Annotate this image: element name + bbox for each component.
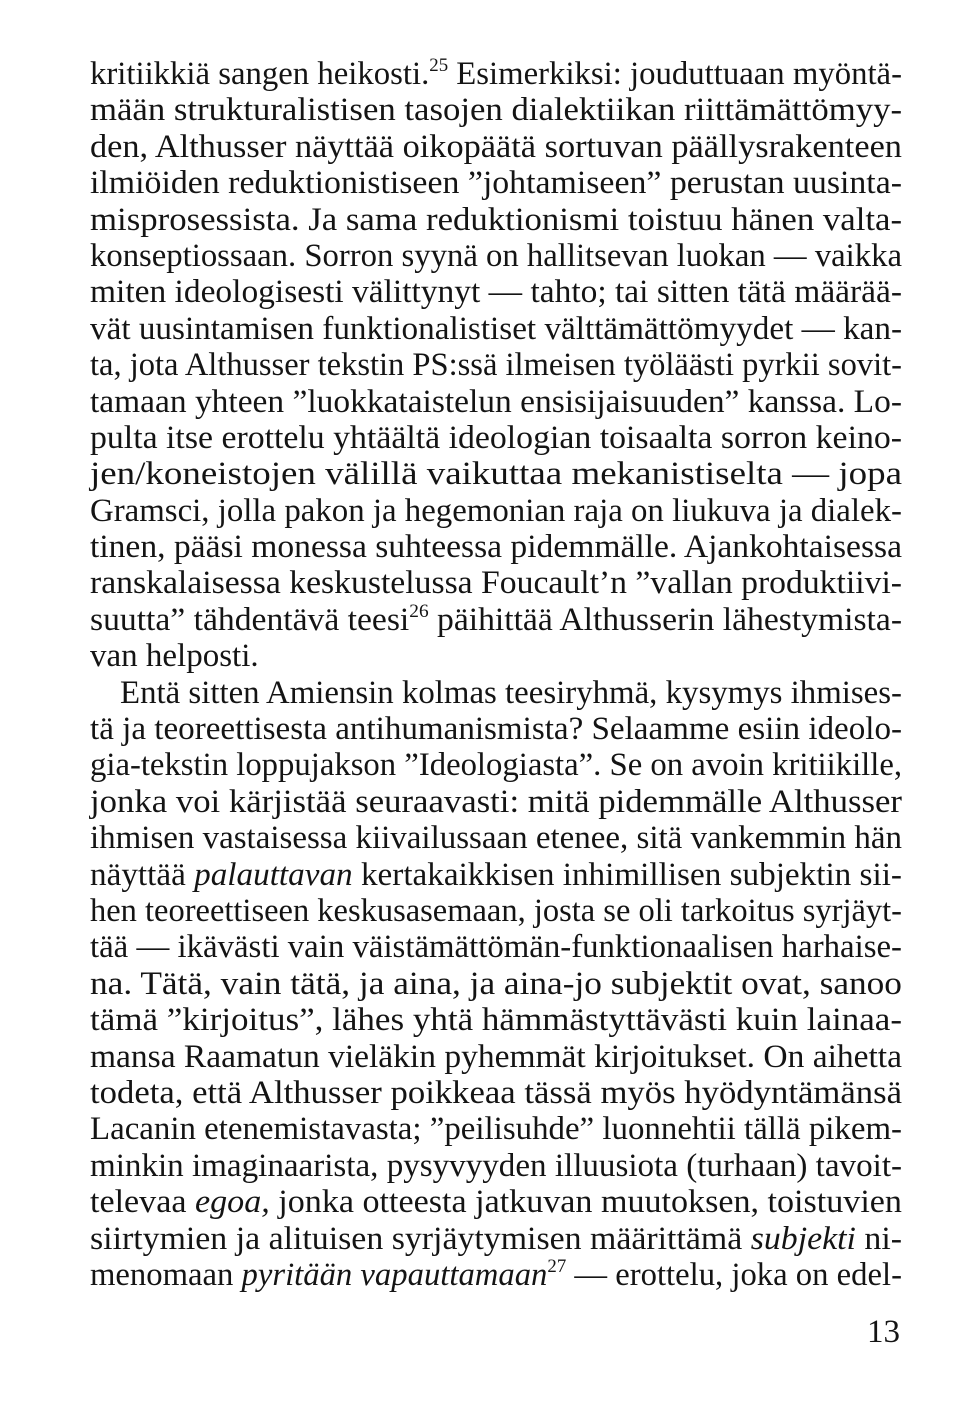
text-line-content bbox=[90, 929, 902, 965]
text-segment: ranskalaisessa keskustelussa Foucault’n ”vallan produktiivi- bbox=[90, 565, 903, 602]
text-segment: ni- bbox=[855, 1220, 903, 1257]
text-segment: siirtymien ja alituisen syrjäytymisen määrittämä bbox=[90, 1220, 751, 1257]
text-segment: Entä sitten Amiensin kolmas teesiryhmä, kysymys ihmises- bbox=[120, 674, 902, 711]
text-line bbox=[90, 784, 902, 820]
text-line bbox=[90, 1039, 902, 1075]
text-line bbox=[90, 1148, 902, 1184]
text-segment: tamaan yhteen ”luokkataistelun ensisijaisuuden” kanssa. Lo- bbox=[90, 383, 902, 420]
text-line bbox=[90, 493, 902, 529]
text-line bbox=[90, 966, 902, 1002]
text-segment: hen teoreettiseen keskusasemaan, josta se oli tarkoitus syrjäyt- bbox=[90, 892, 902, 929]
text-line bbox=[90, 1221, 902, 1257]
text-segment: tämä ”kirjoitus”, lähes yhtä hämmästyttävästi kuin lainaa- bbox=[90, 1002, 903, 1039]
text-line-content bbox=[90, 1221, 902, 1257]
text-segment: Gramsci, jolla pakon ja hegemonian raja on liukuva ja dialek- bbox=[90, 492, 902, 529]
text-line-content bbox=[90, 347, 902, 383]
text-segment: kertakaikkisen inhimillisen subjektin sii- bbox=[352, 856, 902, 893]
text-line-content bbox=[90, 820, 902, 856]
text-line-content bbox=[90, 165, 902, 201]
text-segment: konseptiossaan. Sorron syynä on hallitsevan luokan — vaikka bbox=[90, 237, 903, 274]
text-line bbox=[90, 1075, 902, 1111]
text-segment: Lacanin etenemistavasta; ”peilisuhde” luonnehtii tällä pikem- bbox=[90, 1111, 903, 1148]
text-line bbox=[90, 711, 902, 747]
text-line-content bbox=[90, 966, 902, 1002]
text-segment: televaa bbox=[90, 1184, 196, 1221]
page-number: 13 bbox=[867, 1314, 900, 1350]
text-segment: na. Tätä, vain tätä, ja aina, ja aina-jo subjektit ovat, sanoo bbox=[90, 965, 902, 1002]
text-segment: ilmiöiden reduktionistiseen ”johtamiseen” perustan uusinta- bbox=[90, 165, 903, 202]
emphasized-text: subjekti bbox=[750, 1220, 856, 1257]
text-segment: mansa Raamatun vieläkin pyhemmät kirjoitukset. On aihetta bbox=[90, 1038, 902, 1075]
text-segment: menomaan bbox=[90, 1256, 242, 1293]
text-line-content bbox=[90, 857, 902, 893]
text-line-content bbox=[90, 747, 902, 783]
text-line bbox=[90, 129, 902, 165]
text-line bbox=[90, 820, 902, 856]
text-line bbox=[90, 165, 902, 201]
emphasized-text: pyritään vapauttamaan bbox=[241, 1256, 548, 1293]
text-line-content bbox=[90, 238, 902, 274]
text-segment: kritiikkiä sangen heikosti. bbox=[90, 56, 430, 92]
text-line bbox=[90, 56, 902, 92]
text-line-content bbox=[90, 274, 902, 310]
text-segment: misprosessista. Ja sama reduktionismi toistuu hänen valta- bbox=[90, 201, 903, 238]
text-line bbox=[90, 675, 902, 711]
text-line-content bbox=[90, 893, 902, 929]
emphasized-text: palauttavan bbox=[194, 856, 353, 893]
text-line-content bbox=[90, 384, 902, 420]
text-line-content bbox=[90, 1075, 902, 1111]
text-line-content bbox=[90, 529, 902, 565]
text-line bbox=[90, 1002, 902, 1038]
text-line bbox=[90, 420, 902, 456]
text-segment: mään strukturalistisen tasojen dialektiikan riittämättömyy- bbox=[90, 92, 903, 129]
text-segment: miten ideologisesti välittynyt — tahto; tai sitten tätä määrää- bbox=[90, 274, 903, 311]
footnote-marker: 26 bbox=[409, 600, 429, 622]
text-segment: gia-tekstin loppujakson ”Ideologiasta”. Se on avoin kritiikille, bbox=[90, 747, 903, 784]
text-line-content bbox=[90, 1148, 902, 1184]
text-line-content bbox=[90, 565, 902, 601]
text-line-content bbox=[90, 711, 902, 747]
body-text bbox=[90, 56, 902, 1293]
text-segment: minkin imaginaarista, pysyvyyden illuusiota (turhaan) tavoit- bbox=[90, 1147, 903, 1184]
text-line bbox=[90, 565, 902, 601]
text-line-content bbox=[90, 1111, 902, 1147]
text-line bbox=[90, 893, 902, 929]
text-line bbox=[90, 1111, 902, 1147]
text-line bbox=[90, 311, 902, 347]
text-segment: suutta” tähdentävä teesi bbox=[90, 601, 410, 638]
text-segment: jonka otteesta jatkuvan muutoksen, toistuvien bbox=[269, 1184, 902, 1221]
text-segment: den, Althusser näyttää oikopäätä sortuvan päällysrakenteen bbox=[90, 128, 902, 165]
text-line-content bbox=[90, 129, 902, 165]
footnote-marker: 25 bbox=[429, 55, 449, 76]
text-segment: tinen, pääsi monessa suhteessa pidemmälle. Ajankohtaisessa bbox=[90, 529, 902, 566]
text-line-content bbox=[90, 1002, 902, 1038]
text-segment: näyttää bbox=[90, 856, 195, 893]
text-line-content bbox=[90, 493, 902, 529]
text-line bbox=[90, 92, 902, 128]
text-line bbox=[90, 238, 902, 274]
text-line bbox=[90, 384, 902, 420]
text-segment: tä ja teoreettisesta antihumanismista? Selaamme esiin ideolo- bbox=[90, 711, 903, 748]
text-line bbox=[90, 529, 902, 565]
text-segment: van helposti. bbox=[90, 638, 259, 675]
text-line-content bbox=[90, 311, 902, 347]
text-line-content bbox=[90, 56, 902, 92]
text-segment: jen/koneistojen välillä vaikuttaa mekanistiselta — jopa bbox=[90, 456, 903, 493]
text-segment: ta, jota Althusser tekstin PS:ssä ilmeisen työläästi pyrkii sovit- bbox=[90, 347, 903, 384]
text-line-content bbox=[90, 1039, 902, 1075]
text-line-content bbox=[90, 1184, 902, 1220]
text-segment: jonka voi kärjistää seuraavasti: mitä pidemmälle Althusser bbox=[90, 783, 902, 820]
text-line bbox=[90, 929, 902, 965]
text-line bbox=[90, 1257, 902, 1293]
text-line-content bbox=[90, 602, 902, 638]
text-line-content bbox=[90, 202, 902, 238]
emphasized-text: egoa, bbox=[195, 1184, 270, 1221]
text-line-content bbox=[90, 456, 902, 492]
text-line-content bbox=[90, 92, 902, 128]
text-line bbox=[90, 638, 902, 674]
text-line-content bbox=[90, 420, 902, 456]
text-line-content bbox=[90, 1257, 902, 1293]
text-segment: tää — ikävästi vain väistämättömän-funktionaalisen harhaise- bbox=[90, 929, 902, 966]
text-line-content bbox=[90, 638, 259, 674]
text-segment: — erottelu, joka on edel- bbox=[566, 1256, 902, 1293]
text-segment: todeta, että Althusser poikkeaa tässä myös hyödyntämänsä bbox=[90, 1074, 902, 1111]
text-segment: ihmisen vastaisessa kiivailussaan etenee, sitä vankemmin hän bbox=[90, 820, 902, 857]
text-line bbox=[90, 602, 902, 638]
text-segment: vät uusintamisen funktionalistiset välttämättömyydet — kan- bbox=[90, 310, 903, 347]
text-line bbox=[90, 456, 902, 492]
text-line bbox=[90, 274, 902, 310]
text-line-content bbox=[120, 675, 902, 711]
text-line bbox=[90, 857, 902, 893]
text-line-content bbox=[90, 784, 902, 820]
text-segment: pulta itse erottelu yhtäältä ideologian toisaalta sorron keino- bbox=[90, 419, 903, 456]
text-line bbox=[90, 747, 902, 783]
text-line bbox=[90, 1184, 902, 1220]
text-segment: Esimerkiksi: jouduttuaan myöntä- bbox=[448, 56, 902, 92]
footnote-marker: 27 bbox=[547, 1255, 567, 1277]
text-line bbox=[90, 202, 902, 238]
text-segment: päihittää Althusserin lähestymista- bbox=[428, 601, 903, 638]
text-line bbox=[90, 347, 902, 383]
